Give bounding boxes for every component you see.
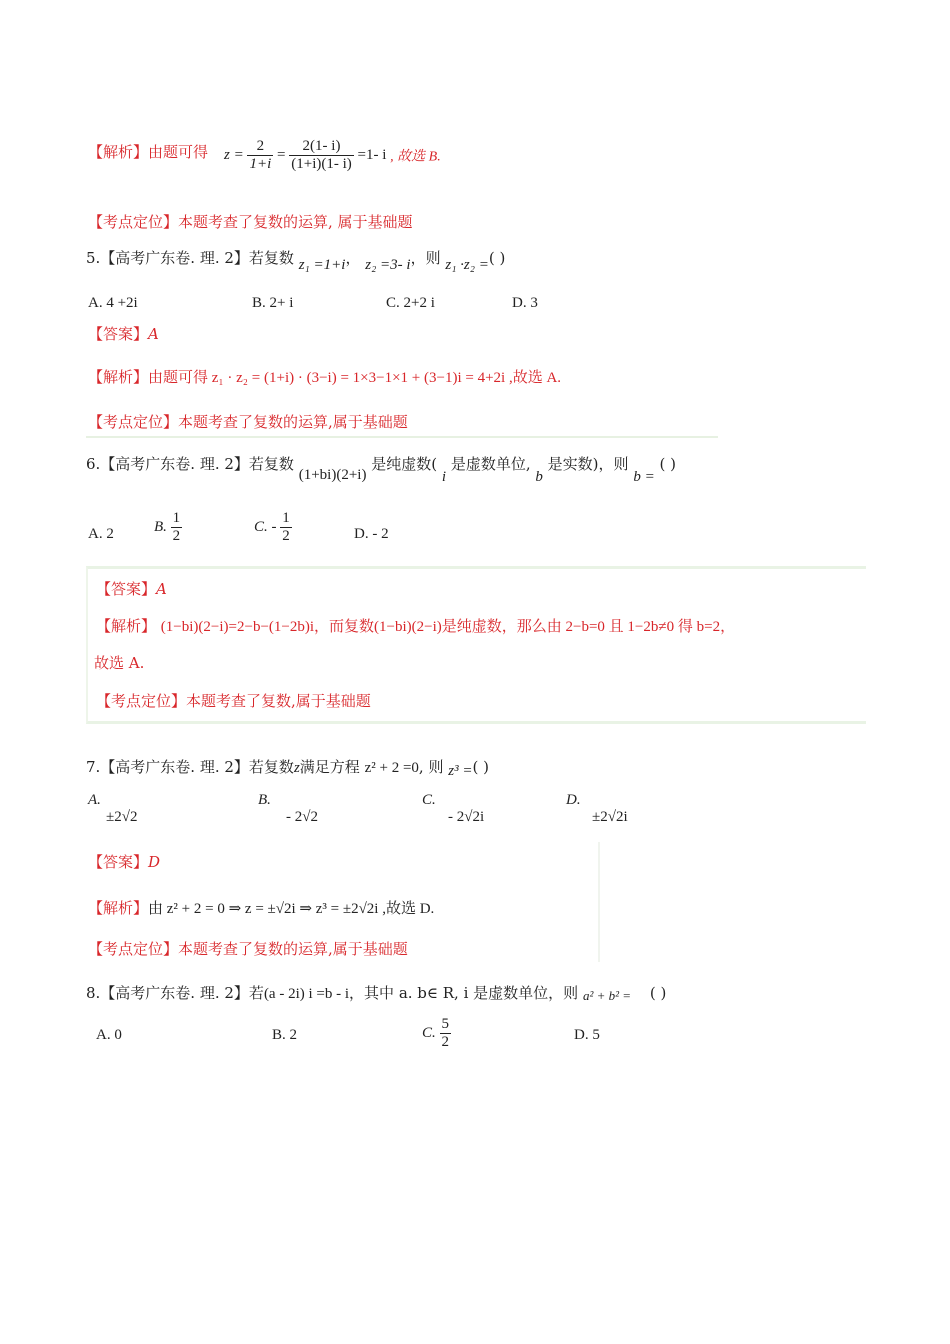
q8-option-c [422,1016,451,1051]
q6-option-c-label: C. - [254,519,277,535]
q5-divider [86,436,718,438]
q6-stem-3: 是虚数单位, [450,455,531,473]
q5-then: ，则 [410,249,441,267]
q5-product: z₁ ·z₂ = [445,257,489,273]
q7-point-line [88,938,408,959]
q5-paren: ( ) [488,249,506,267]
q6-point-label: 【考点定位】 [96,692,187,710]
q5-comma: ， [345,249,361,267]
q6-b-var: b [535,469,543,485]
q7-point-text: 本题考查了复数的运算,属于基础题 [178,940,408,958]
q6-option-c-frac: $\frac{1}{2}$ [282,510,290,544]
q8-option-d: D. 5 [574,1027,600,1043]
q5-point-label: 【考点定位】 [88,413,179,431]
q7-option-c [422,792,484,826]
q7-solution-edge [598,842,600,962]
q4-analysis-lead: 由题可得 [148,143,209,161]
q8-option-c-frac: $\frac{5}{2}$ [441,1016,450,1050]
q8-option-b: B. 2 [272,1027,298,1043]
q8-option-a: A. 0 [96,1027,122,1043]
q7-analysis-text: 由 z² + 2 = 0 ⇒ z = ±√2i ⇒ z³ = ±2√2i ,故选 D. [148,901,435,917]
q6-answer-line [96,578,167,599]
q5-option-a: A. 4 +2i [88,295,138,311]
q4-formula [224,138,441,173]
q8-paren: ( ) [649,984,667,1002]
q5-z2: z₂ =3- i [365,257,411,273]
q4-eq: = [277,147,286,163]
q8-target: a² + b² = [582,988,632,1003]
q6-stem-text: 6.【高考广东卷. 理. 2】若复数 [86,455,294,473]
q6-point-line [96,690,371,711]
q4-frac2: $\frac{2(1- i)}{(1+i)(1- i)}$ [291,138,352,172]
q6-option-d: D. - 2 [354,526,389,542]
q5-option-b: B. 2+ i [252,295,294,311]
q5-analysis-line [88,366,561,387]
q7-equation: z² + 2 =0 [364,760,419,776]
q7-answer-label: 【答案】 [88,853,149,871]
q7-stem-text: 7.【高考广东卷. 理. 2】若复数 [86,758,294,776]
q8-expr: (a - 2i) i =b - i [263,986,350,1002]
q5-option-c: C. 2+2 i [386,295,435,311]
q6-answer-value: A [156,580,167,598]
q5-answer-value: A [148,325,159,343]
q4-point-label: 【考点定位】 [88,213,179,231]
q7-stem [86,756,489,777]
q6-analysis-line [96,615,735,636]
q7-z-var: z [293,760,300,776]
q6-analysis-line-2: 故选 A. [94,654,145,672]
q8-stem-2: ，其中 a. b∈ R, i 是虚数单位，则 [349,984,579,1002]
q7-paren: ( ) [472,758,489,776]
q5-option-d: D. 3 [512,295,538,311]
q5-analysis-label: 【解析】 [88,368,149,386]
q6-i-var: i [441,469,447,485]
q7-answer-value: D [148,853,161,871]
q4-result: =1- i [357,147,387,163]
q6-stem-2: 是纯虚数( [371,455,438,473]
q7-option-a-label: A. [88,792,101,808]
q7-option-c-value: - 2√2i [448,809,485,825]
q8-option-c-label: C. [422,1025,436,1041]
q6-answer-label: 【答案】 [96,580,157,598]
q7-answer-line [88,851,160,872]
q4-z-lhs: z = [224,147,244,163]
q6-stem [86,453,676,485]
q6-paren: ( ) [659,455,676,473]
q7-option-a [88,792,137,826]
q5-z1: z₁ =1+i [298,257,346,273]
q7-option-c-label: C. [422,792,436,808]
q7-option-b-label: B. [258,792,271,808]
q7-option-a-value: ±2√2 [106,809,138,825]
q4-frac1: $\frac{2}{1+i}$ [249,138,272,172]
q6-expr: (1+bi)(2+i) [298,467,367,483]
q6-analysis-text: (1−bi)(2−i)=2−b−(1−2b)i，而复数(1−bi)(2−i)是纯虚数，那么由 2−b=0 且 1−2b≠0 得 b=2， [160,619,736,635]
q7-option-d-value: ±2√2i [592,809,628,825]
q5-stem-text: 5.【高考广东卷. 理. 2】若复数 [86,249,294,267]
q6-option-b-frac: $\frac{1}{2}$ [172,510,181,544]
q5-point-text: 本题考查了复数的运算,属于基础题 [178,413,408,431]
q7-option-b-value: - 2√2 [286,809,318,825]
q7-point-label: 【考点定位】 [88,940,179,958]
q7-option-b [258,792,318,826]
q6-option-c [254,510,292,545]
q8-stem [86,982,666,1003]
q6-option-b [154,510,182,545]
q4-analysis-line [88,141,208,162]
q8-stem-text: 8.【高考广东卷. 理. 2】若 [86,984,264,1002]
q7-cube: z³ = [448,763,473,779]
q7-stem-2: 满足方程 [299,758,360,776]
q7-analysis-label: 【解析】 [88,899,149,917]
q4-analysis-label: 【解析】 [88,143,149,161]
q6-b-eq: b = [633,469,655,485]
q5-point-line [88,411,408,432]
q6-option-a: A. 2 [88,526,114,542]
q6-stem-4: 是实数)，则 [547,455,629,473]
q5-answer-line [88,323,159,344]
q5-analysis-text: 由题可得 z₁ · z₂ = (1+i) · (3−i) = 1×3−1×1 + (3−1)i = 4+2i ,故选 A. [148,370,562,386]
q4-tail: , 故选 B. [390,149,441,165]
q4-point-line [88,211,413,232]
q7-analysis-line [88,897,434,918]
q7-option-d [566,792,628,826]
q6-analysis-label: 【解析】 [96,617,157,635]
q7-option-d-label: D. [566,792,581,808]
q5-stem [86,247,506,273]
q4-point-text: 本题考查了复数的运算, 属于基础题 [178,213,413,231]
q5-answer-label: 【答案】 [88,325,149,343]
q6-option-b-label: B. [154,519,167,535]
q6-point-text: 本题考查了复数,属于基础题 [186,692,371,710]
q7-stem-3: , 则 [418,758,444,776]
